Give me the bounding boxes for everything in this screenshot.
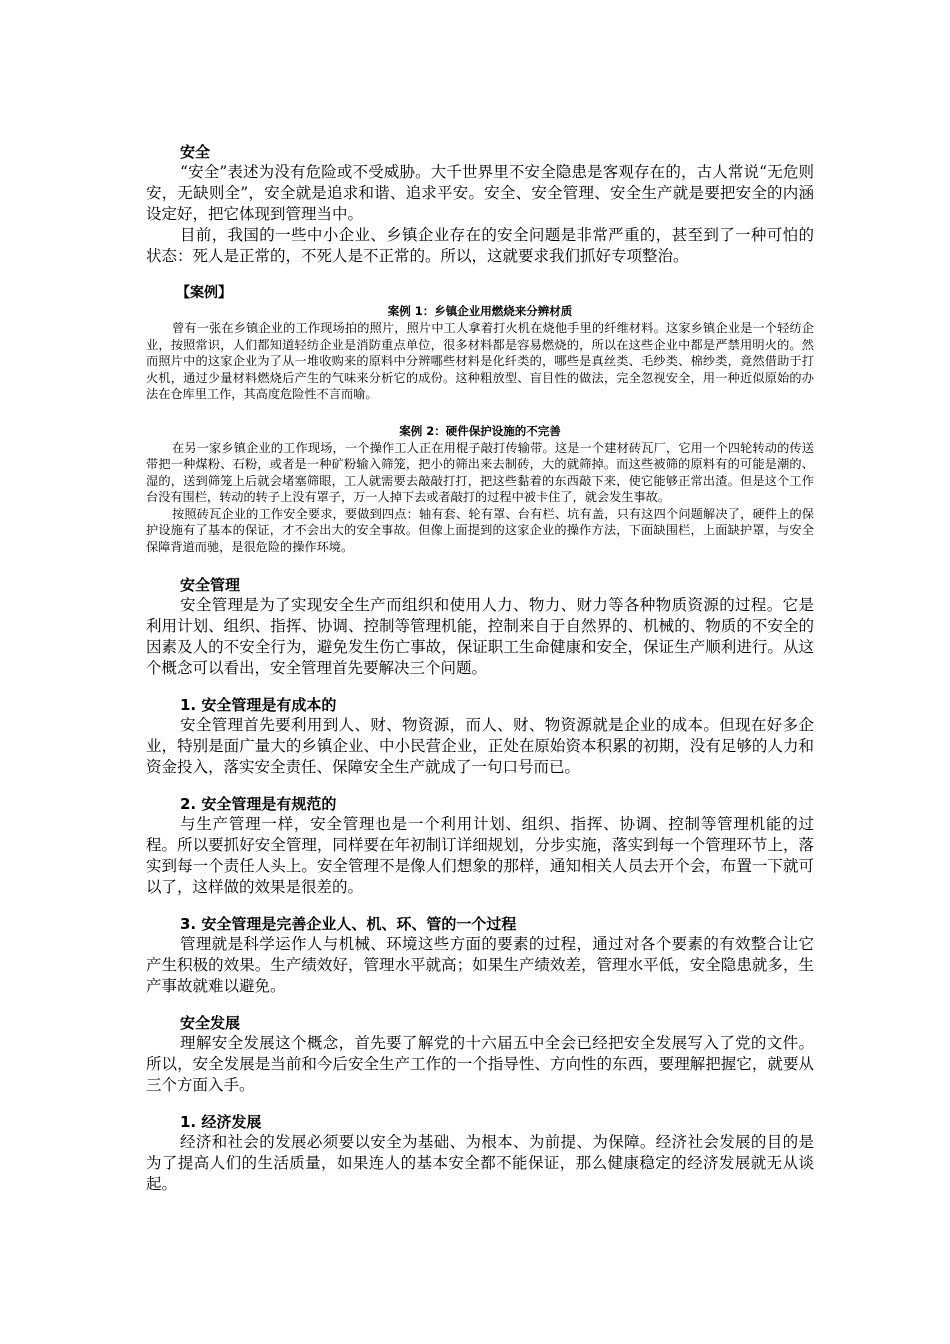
case-2-title: 案例 2：硬件保护设施的不完善 [399, 423, 561, 438]
section-heading-safety-development: 安全发展 [180, 1014, 241, 1032]
paragraph: “安全”表述为没有危险或不受威胁。大千世界里不安全隐患是客观存在的，古人常说“无危则安，无缺则全”，安全就是追求和谐、追求平安。安全、安全管理、安全生产就是要把安全的内涵设定好，把它体现到管理当中。 [146, 163, 814, 223]
case-2-paragraph: 在另一家乡镇企业的工作现场，一个操作工人正在用棍子敲打传输带。这是一个建材砖瓦厂，它用一个四轮转动的传送带把一种煤粉、石粉，或者是一种矿粉输入筛笼，把小的筛出来去制砖，大的就筛掉。而这些被筛的原料有的可能是潮的、湿的，送到筛笼上后就会堵塞筛眼，工人就需要去敲敲打打，把这些黏着的东西敲下来，使它能够正常出渣。但是这个工作台没有围栏，转动的转子上没有罩子，万一人掉下去或者敲打的过程中被卡住了，就会发生事故。 [146, 440, 814, 504]
case-label: 【案例】 [176, 285, 232, 301]
paragraph: 安全管理是为了实现安全生产而组织和使用人力、物力、财力等各种物质资源的过程。它是利用计划、组织、指挥、协调、控制等管理机能，控制来自于自然界的、机械的、物质的不安全的因素及人的不安全行为，避免发生伤亡事故，保证职工生命健康和安全，保证生产顺利进行。从这个概念可以看出，安全管理首先要解决三个问题。 [146, 596, 814, 677]
section-heading-safety: 安全 [180, 143, 211, 161]
paragraph: 安全管理首先要利用到人、财、物资源，而人、财、物资源就是企业的成本。但现在好多企业，特别是面广量大的乡镇企业、中小民营企业，正处在原始资本积累的初期，没有足够的人力和资金投入，落实安全责任、保障安全生产就成了一句口号而已。 [146, 716, 814, 776]
subheading-standard: 2. 安全管理是有规范的 [180, 795, 337, 813]
section-heading-safety-management: 安全管理 [180, 576, 241, 594]
document-page [146, 142, 814, 1195]
paragraph: 经济和社会的发展必须要以安全为基础、为根本、为前提、为保障。经济社会发展的目的是为了提高人们的生活质量，如果连人的基本安全都不能保证，那么健康稳定的经济发展就无从谈起。 [146, 1133, 814, 1193]
paragraph: 管理就是科学运作人与机械、环境这些方面的要素的过程，通过对各个要素的有效整合让它产生积极的效果。生产绩效好，管理水平就高；如果生产绩效差，管理水平低，安全隐患就多，生产事故就难以避免。 [146, 935, 814, 995]
subheading-process: 3. 安全管理是完善企业人、机、环、管的一个过程 [180, 915, 517, 933]
case-1-paragraph: 曾有一张在乡镇企业的工作现场拍的照片，照片中工人拿着打火机在烧他手里的纤维材料。这家乡镇企业是一个轻纺企业，按照常识，人们都知道轻纺企业是消防重点单位，很多材料都是容易燃烧的，所以在这些企业中都是严禁用明火的。然而照片中的这家企业为了从一堆收购来的原料中分辨哪些材料是化纤类的，哪些是真丝类、毛纱类、棉纱类，竟然借助于打火机，通过少量材料燃烧后产生的气味来分析它的成份。这种粗放型、盲目性的做法，完全忽视安全，用一种近似原始的办法在仓库里工作，其高度危险性不言而喻。 [146, 321, 814, 401]
subheading-cost: 1. 安全管理是有成本的 [180, 696, 337, 714]
paragraph: 与生产管理一样，安全管理也是一个利用计划、组织、指挥、协调、控制等管理机能的过程。所以要抓好安全管理，同样要在年初制订详细规划，分步实施，落实到每一个管理环节上，落实到每一个责任人头上。安全管理不是像人们想象的那样，通知相关人员去开个会，布置一下就可以了，这样做的效果是很差的。 [146, 815, 814, 896]
paragraph: 目前，我国的一些中小企业、乡镇企业存在的安全问题是非常严重的，甚至到了一种可怕的状态：死人是正常的，不死人是不正常的。所以，这就要求我们抓好专项整治。 [146, 226, 814, 265]
subheading-economic-development: 1. 经济发展 [180, 1113, 262, 1131]
case-2-paragraph: 按照砖瓦企业的工作安全要求，要做到四点：轴有套、轮有罩、台有栏、坑有盖，只有这四个问题解决了，硬件上的保护设施有了基本的保证，才不会出大的安全事故。但像上面提到的这家企业的操作方法，下面缺围栏，上面缺护罩，与安全保障背道而驰，是很危险的操作环境。 [146, 506, 814, 554]
case-1-title: 案例 1：乡镇企业用燃烧来分辨材质 [387, 304, 573, 318]
paragraph: 理解安全发展这个概念，首先要了解党的十六届五中全会已经把安全发展写入了党的文件。所以，安全发展是当前和今后安全生产工作的一个指导性、方向性的东西，要理解把握它，就要从三个方面入手。 [146, 1034, 814, 1094]
